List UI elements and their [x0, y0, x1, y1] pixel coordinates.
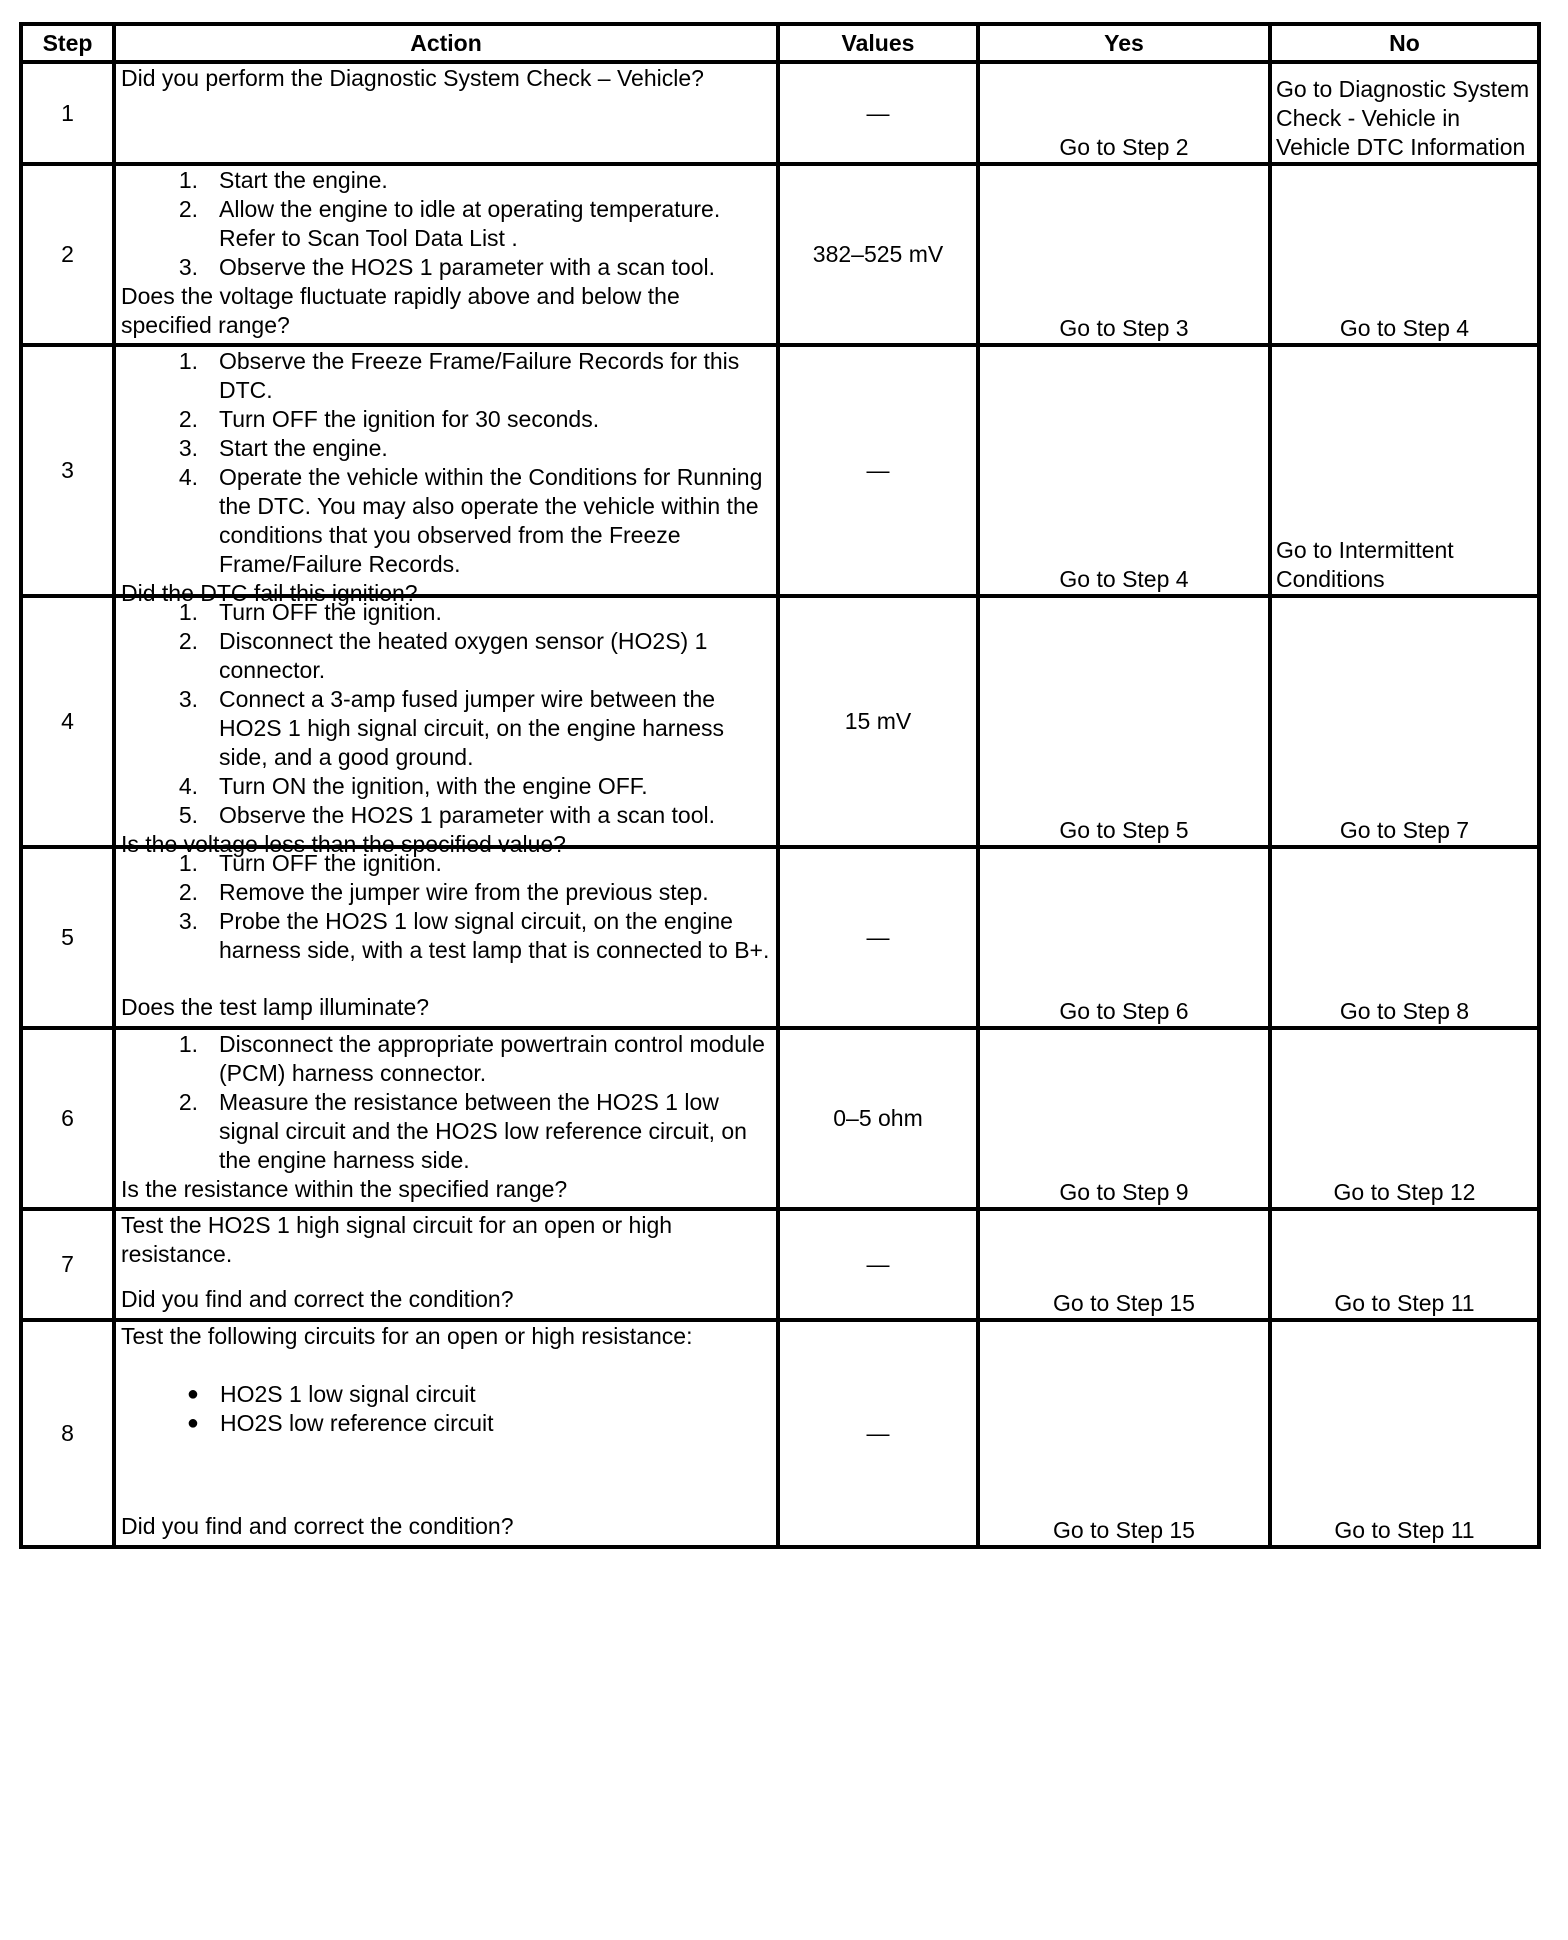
- question-text: Did you find and correct the condition?: [121, 1513, 514, 1539]
- yes-cell: Go to Step 3: [978, 164, 1270, 345]
- yes-cell: Go to Step 6: [978, 847, 1270, 1028]
- question-text: Does the test lamp illuminate?: [121, 994, 430, 1020]
- list-item: ● HO2S low reference circuit: [121, 1409, 772, 1438]
- question-text: Did the DTC fail this ignition?: [121, 580, 418, 606]
- yes-cell: Go to Step 2: [978, 62, 1270, 164]
- list-item: 3. Probe the HO2S 1 low signal circuit, on the engine harness side, with a test lamp that is connected to B+.: [178, 908, 770, 963]
- step-number: 5: [21, 847, 114, 1028]
- action-cell: [114, 345, 778, 606]
- table-row: [21, 596, 1539, 847]
- step-list: [121, 849, 772, 965]
- bullet-icon: ●: [186, 1383, 199, 1405]
- no-cell: Go to Diagnostic System Check - Vehicle in Vehicle DTC Information: [1270, 62, 1539, 164]
- values-cell: —: [778, 62, 978, 164]
- action-text: Did you perform the Diagnostic System Check – Vehicle?: [121, 65, 704, 91]
- no-cell: Go to Step 4: [1270, 164, 1539, 345]
- bullet-icon: ●: [186, 1412, 199, 1434]
- list-item: 3. Connect a 3-amp fused jumper wire between the HO2S 1 high signal circuit, on the engine harness side, and a good ground.: [178, 686, 725, 770]
- header-action: Action: [114, 24, 778, 62]
- yes-cell: Go to Step 4: [978, 345, 1270, 596]
- question-text: Is the resistance within the specified range?: [121, 1176, 568, 1202]
- table-row: [21, 1028, 1539, 1209]
- step-number: 2: [21, 164, 114, 345]
- step-list: [121, 1030, 772, 1175]
- step-number: 1: [21, 62, 114, 164]
- header-row: [21, 24, 1539, 62]
- list-item: 2. Allow the engine to idle at operating temperature. Refer to Scan Tool Data List .: [178, 196, 721, 251]
- no-cell: Go to Intermittent Conditions: [1270, 345, 1539, 596]
- table-row: [21, 847, 1539, 1028]
- no-cell: Go to Step 7: [1270, 596, 1539, 847]
- list-item: 2. Remove the jumper wire from the previous step.: [178, 879, 709, 905]
- list-item: 5. Observe the HO2S 1 parameter with a scan tool.: [178, 802, 716, 828]
- step-list: [121, 166, 772, 282]
- diagnostic-table: [19, 22, 1541, 1549]
- values-cell: —: [778, 1209, 978, 1320]
- action-cell: [114, 1209, 778, 1320]
- action-cell: [114, 1028, 778, 1209]
- header-step: Step: [21, 24, 114, 62]
- action-cell: [114, 847, 778, 1028]
- question-text: Did you find and correct the condition?: [121, 1286, 514, 1312]
- list-item: 2. Disconnect the heated oxygen sensor (HO2S) 1 connector.: [178, 628, 708, 683]
- yes-cell: Go to Step 15: [978, 1320, 1270, 1547]
- no-cell: Go to Step 12: [1270, 1028, 1539, 1209]
- table-row: [21, 62, 1539, 164]
- list-item: 2. Turn OFF the ignition for 30 seconds.: [178, 406, 600, 432]
- action-text: Test the HO2S 1 high signal circuit for an open or high resistance.: [121, 1212, 673, 1267]
- yes-cell: Go to Step 9: [978, 1028, 1270, 1209]
- values-cell: 15 mV: [778, 596, 978, 847]
- list-item: 4. Turn ON the ignition, with the engine OFF.: [178, 773, 648, 799]
- step-number: 3: [21, 345, 114, 596]
- list-item: ● HO2S 1 low signal circuit: [121, 1380, 772, 1409]
- values-cell: 0–5 ohm: [778, 1028, 978, 1209]
- header-yes: Yes: [978, 24, 1270, 62]
- table-row: [21, 1209, 1539, 1320]
- list-item: 1. Turn OFF the ignition.: [178, 599, 442, 625]
- header-values: Values: [778, 24, 978, 62]
- list-item: 1. Disconnect the appropriate powertrain control module (PCM) harness connector.: [178, 1031, 765, 1086]
- list-item: 3. Observe the HO2S 1 parameter with a scan tool.: [178, 254, 716, 280]
- action-cell: [114, 1320, 778, 1547]
- action-cell: [114, 62, 778, 164]
- header-no: No: [1270, 24, 1539, 62]
- table-row: [21, 164, 1539, 345]
- table-row: [21, 345, 1539, 596]
- action-text: Test the following circuits for an open or high resistance:: [121, 1323, 693, 1349]
- list-item: 2. Measure the resistance between the HO2S 1 low signal circuit and the HO2S low reference circuit, on the engine harness side.: [178, 1089, 747, 1173]
- action-cell: [114, 596, 778, 857]
- bullet-list: [121, 1380, 772, 1438]
- no-cell: Go to Step 8: [1270, 847, 1539, 1028]
- no-cell: Go to Step 11: [1270, 1320, 1539, 1547]
- no-cell: Go to Step 11: [1270, 1209, 1539, 1320]
- question-text: Does the voltage fluctuate rapidly above and below the specified range?: [121, 283, 680, 338]
- step-number: 7: [21, 1209, 114, 1320]
- step-list: [121, 598, 772, 830]
- list-item: 3. Start the engine.: [178, 435, 388, 461]
- list-item: 1. Turn OFF the ignition.: [178, 850, 442, 876]
- values-cell: 382–525 mV: [778, 164, 978, 345]
- yes-cell: Go to Step 5: [978, 596, 1270, 847]
- step-number: 8: [21, 1320, 114, 1547]
- question-text: Is the voltage less than the specified value?: [121, 831, 566, 857]
- values-cell: —: [778, 345, 978, 596]
- list-item: 1. Start the engine.: [178, 167, 388, 193]
- list-item: 4. Operate the vehicle within the Conditions for Running the DTC. You may also operate the vehicle within the conditions that you observed from the Freeze Frame/Failure Records.: [178, 464, 763, 577]
- step-list: [121, 347, 772, 579]
- step-number: 4: [21, 596, 114, 847]
- yes-cell: Go to Step 15: [978, 1209, 1270, 1320]
- action-cell: [114, 164, 778, 345]
- list-item: 1. Observe the Freeze Frame/Failure Records for this DTC.: [178, 348, 740, 403]
- step-number: 6: [21, 1028, 114, 1209]
- values-cell: —: [778, 847, 978, 1028]
- table-row: [21, 1320, 1539, 1547]
- values-cell: —: [778, 1320, 978, 1547]
